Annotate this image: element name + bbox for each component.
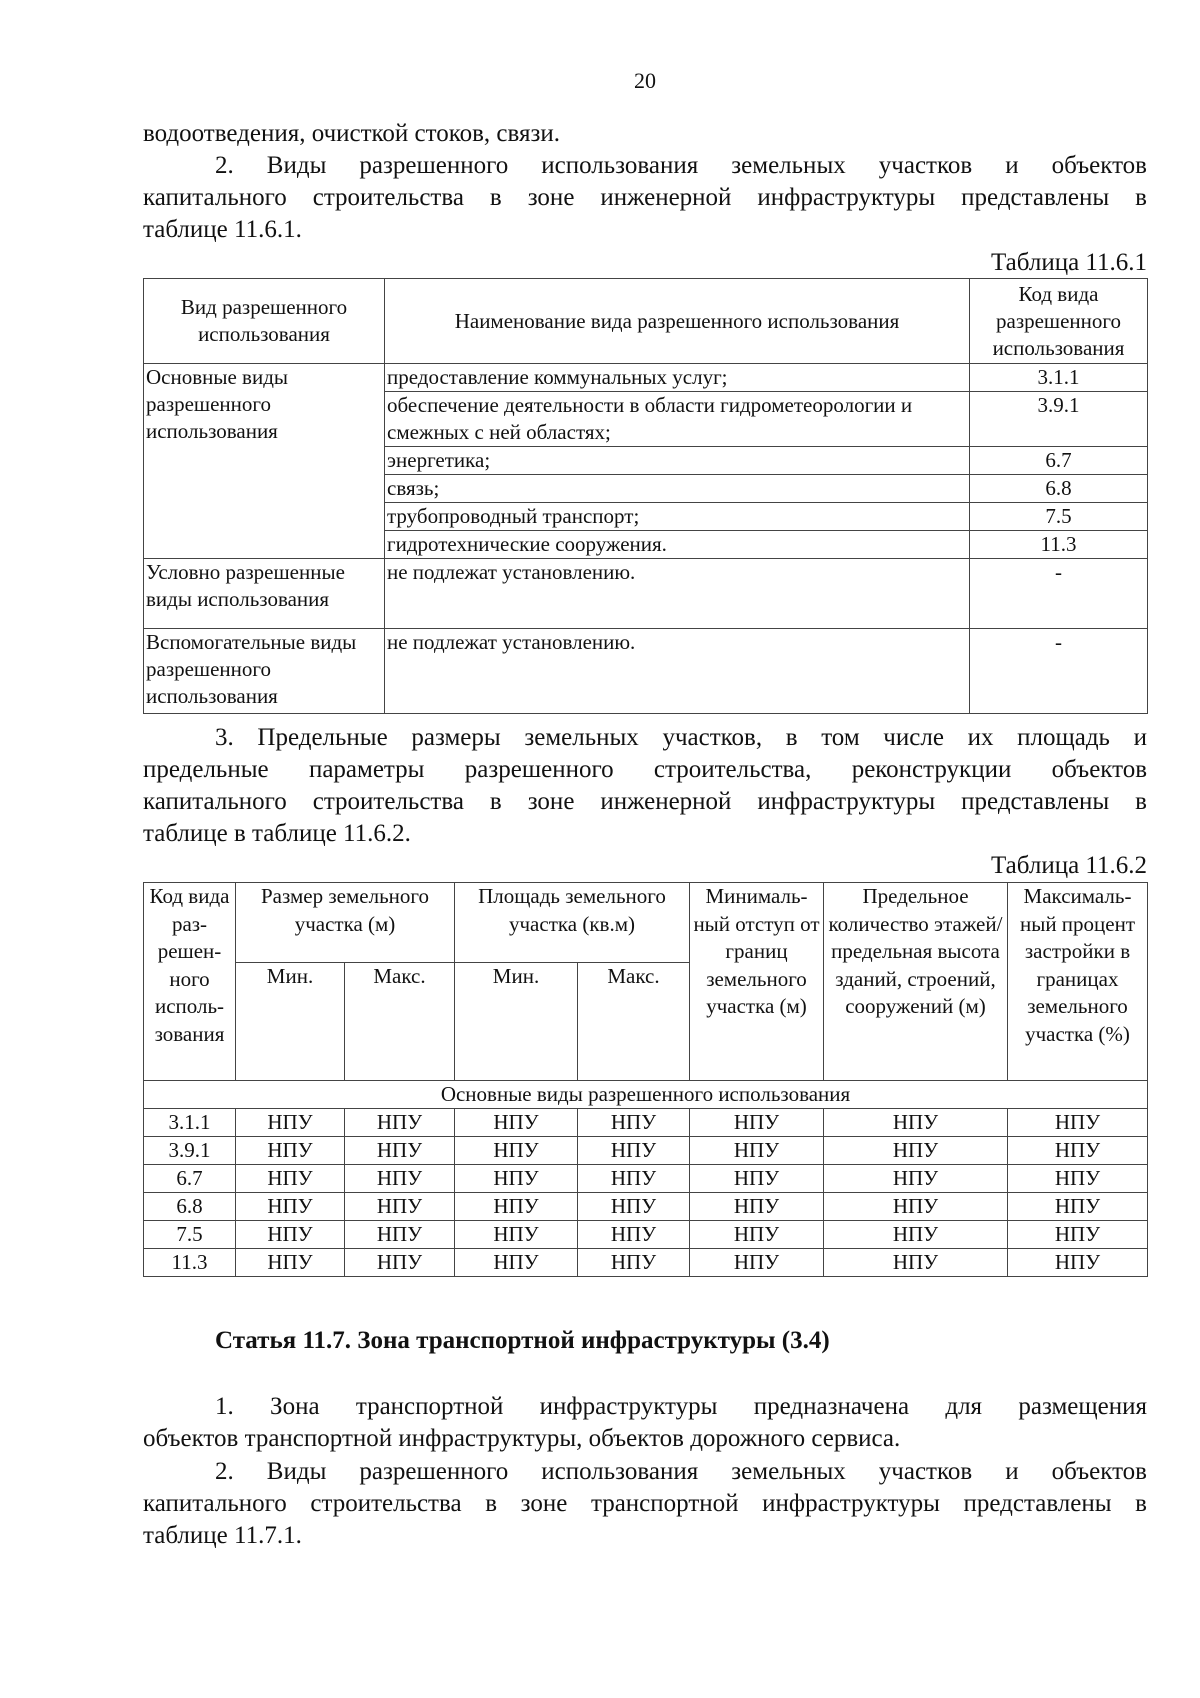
cell-value: НПУ — [455, 1109, 578, 1137]
cell-value: НПУ — [824, 1193, 1008, 1221]
cell-value: НПУ — [690, 1165, 824, 1193]
article-paragraph-1 — [143, 1391, 1147, 1455]
cell-value: НПУ — [455, 1165, 578, 1193]
table-row — [144, 1193, 1148, 1221]
table-row — [144, 1221, 1148, 1249]
cell-value: НПУ — [690, 1221, 824, 1249]
text-line: 1. Зона транспортной инфраструктуры предназначена для размещения — [215, 1393, 1147, 1420]
use-name: предоставление коммунальных услуг; — [385, 364, 970, 392]
group-label: Вспомогательные виды разрешенного использования — [144, 629, 385, 714]
page-number: 20 — [634, 68, 656, 93]
cell-value: НПУ — [690, 1249, 824, 1277]
row-code: 6.7 — [144, 1165, 236, 1193]
use-code: - — [970, 629, 1148, 714]
row-code: 3.9.1 — [144, 1137, 236, 1165]
use-code: 7.5 — [970, 503, 1148, 531]
text-line: 2. Виды разрешенного использования земельных участков и объектов — [215, 152, 1147, 179]
header-size: Размер земельного участка (м) — [236, 883, 455, 963]
use-name: энергетика; — [385, 447, 970, 475]
header-area-max: Макс. — [578, 963, 690, 1081]
header-area-min: Мин. — [455, 963, 578, 1081]
use-code: - — [970, 559, 1148, 629]
cell-value: НПУ — [345, 1137, 455, 1165]
cell-value: НПУ — [1008, 1221, 1148, 1249]
header-area: Площадь земельного участка (кв.м) — [455, 883, 690, 963]
cell-value: НПУ — [578, 1221, 690, 1249]
text-line: таблице в таблице 11.6.2. — [143, 820, 411, 847]
article-heading: Статья 11.7. Зона транспортной инфраструктуры (3.4) — [215, 1327, 830, 1354]
cell-value: НПУ — [690, 1137, 824, 1165]
table-caption-11-6-2: Таблица 11.6.2 — [991, 852, 1147, 879]
table-row — [144, 629, 1148, 714]
table-11-6-1 — [143, 278, 1148, 714]
row-code: 6.8 — [144, 1193, 236, 1221]
header-use-name: Наименование вида разрешенного использования — [385, 279, 970, 364]
cell-value: НПУ — [455, 1221, 578, 1249]
cell-value: НПУ — [1008, 1165, 1148, 1193]
cell-value: НПУ — [345, 1249, 455, 1277]
cell-value: НПУ — [690, 1109, 824, 1137]
cell-value: НПУ — [578, 1193, 690, 1221]
header-use-type: Вид разрешенного использования — [144, 279, 385, 364]
cell-value: НПУ — [824, 1221, 1008, 1249]
text-line: капитального строительства в зоне транспортной инфраструктуры представлены в — [143, 1490, 1147, 1517]
cell-value: НПУ — [345, 1165, 455, 1193]
cell-value: НПУ — [824, 1137, 1008, 1165]
use-code: 6.8 — [970, 475, 1148, 503]
cell-value: НПУ — [236, 1221, 345, 1249]
use-name: трубопроводный транспорт; — [385, 503, 970, 531]
table-header-row — [144, 883, 1148, 963]
cell-value: НПУ — [345, 1221, 455, 1249]
use-name: не подлежат установлению. — [385, 559, 970, 629]
group-label: Условно разрешенные виды использования — [144, 559, 385, 629]
cell-value: НПУ — [455, 1249, 578, 1277]
cell-value: НПУ — [690, 1193, 824, 1221]
table-row — [144, 1137, 1148, 1165]
intro-paragraph — [143, 118, 1147, 150]
header-setback: Минималь-ный отступ от границ земельного участка (м) — [690, 883, 824, 1081]
use-name: связь; — [385, 475, 970, 503]
cell-value: НПУ — [236, 1165, 345, 1193]
table-header-row — [144, 279, 1148, 364]
text-line: объектов транспортной инфраструктуры, объектов дорожного сервиса. — [143, 1425, 901, 1452]
article-paragraph-2 — [143, 1456, 1147, 1552]
cell-value: НПУ — [578, 1137, 690, 1165]
text-line: 2. Виды разрешенного использования земельных участков и объектов — [215, 1458, 1147, 1485]
use-code: 6.7 — [970, 447, 1148, 475]
text-line: предельные параметры разрешенного строительства, реконструкции объектов — [143, 756, 1147, 783]
use-code: 3.9.1 — [970, 392, 1148, 447]
cell-value: НПУ — [455, 1137, 578, 1165]
cell-value: НПУ — [1008, 1193, 1148, 1221]
cell-value: НПУ — [824, 1109, 1008, 1137]
cell-value: НПУ — [455, 1193, 578, 1221]
text-line: капитального строительства в зоне инженерной инфраструктуры представлены в — [143, 788, 1147, 815]
header-floors: Предельное количество этажей/ предельная высота зданий, строений, сооружений (м) — [824, 883, 1008, 1081]
row-code: 3.1.1 — [144, 1109, 236, 1137]
section-label: Основные виды разрешенного использования — [144, 1081, 1148, 1109]
header-size-max: Макс. — [345, 963, 455, 1081]
cell-value: НПУ — [824, 1165, 1008, 1193]
paragraph-2 — [143, 150, 1147, 246]
use-name: гидротехнические сооружения. — [385, 531, 970, 559]
cell-value: НПУ — [1008, 1137, 1148, 1165]
table-row — [144, 1249, 1148, 1277]
table-row — [144, 364, 1148, 392]
header-code: Код вида раз-решен-ного исполь-зования — [144, 883, 236, 1081]
row-code: 7.5 — [144, 1221, 236, 1249]
header-size-min: Мин. — [236, 963, 345, 1081]
table-row — [144, 559, 1148, 629]
text-line: водоотведения, очисткой стоков, связи. — [143, 120, 561, 147]
header-coverage: Максималь-ный процент застройки в границах земельного участка (%) — [1008, 883, 1148, 1081]
cell-value: НПУ — [1008, 1249, 1148, 1277]
group-label: Основные виды разрешенного использования — [144, 364, 385, 559]
paragraph-3 — [143, 722, 1147, 850]
text-line: таблице 11.7.1. — [143, 1522, 302, 1549]
cell-value: НПУ — [578, 1165, 690, 1193]
cell-value: НПУ — [578, 1249, 690, 1277]
table-11-6-2 — [143, 882, 1148, 1277]
table-caption-11-6-1: Таблица 11.6.1 — [991, 249, 1147, 276]
cell-value: НПУ — [345, 1193, 455, 1221]
row-code: 11.3 — [144, 1249, 236, 1277]
use-name: обеспечение деятельности в области гидрометеорологии и смежных с ней областях; — [385, 392, 970, 447]
text-line: таблице 11.6.1. — [143, 216, 302, 243]
cell-value: НПУ — [236, 1137, 345, 1165]
cell-value: НПУ — [236, 1193, 345, 1221]
use-name: не подлежат установлению. — [385, 629, 970, 714]
table-row — [144, 1109, 1148, 1137]
use-code: 3.1.1 — [970, 364, 1148, 392]
cell-value: НПУ — [236, 1249, 345, 1277]
cell-value: НПУ — [824, 1249, 1008, 1277]
cell-value: НПУ — [345, 1109, 455, 1137]
text-line: капитального строительства в зоне инженерной инфраструктуры представлены в — [143, 184, 1147, 211]
cell-value: НПУ — [236, 1109, 345, 1137]
cell-value: НПУ — [1008, 1109, 1148, 1137]
section-row — [144, 1081, 1148, 1109]
table-row — [144, 1165, 1148, 1193]
header-use-code: Код вида разрешенного использования — [970, 279, 1148, 364]
cell-value: НПУ — [578, 1109, 690, 1137]
use-code: 11.3 — [970, 531, 1148, 559]
text-line: 3. Предельные размеры земельных участков, в том числе их площадь и — [215, 724, 1147, 751]
